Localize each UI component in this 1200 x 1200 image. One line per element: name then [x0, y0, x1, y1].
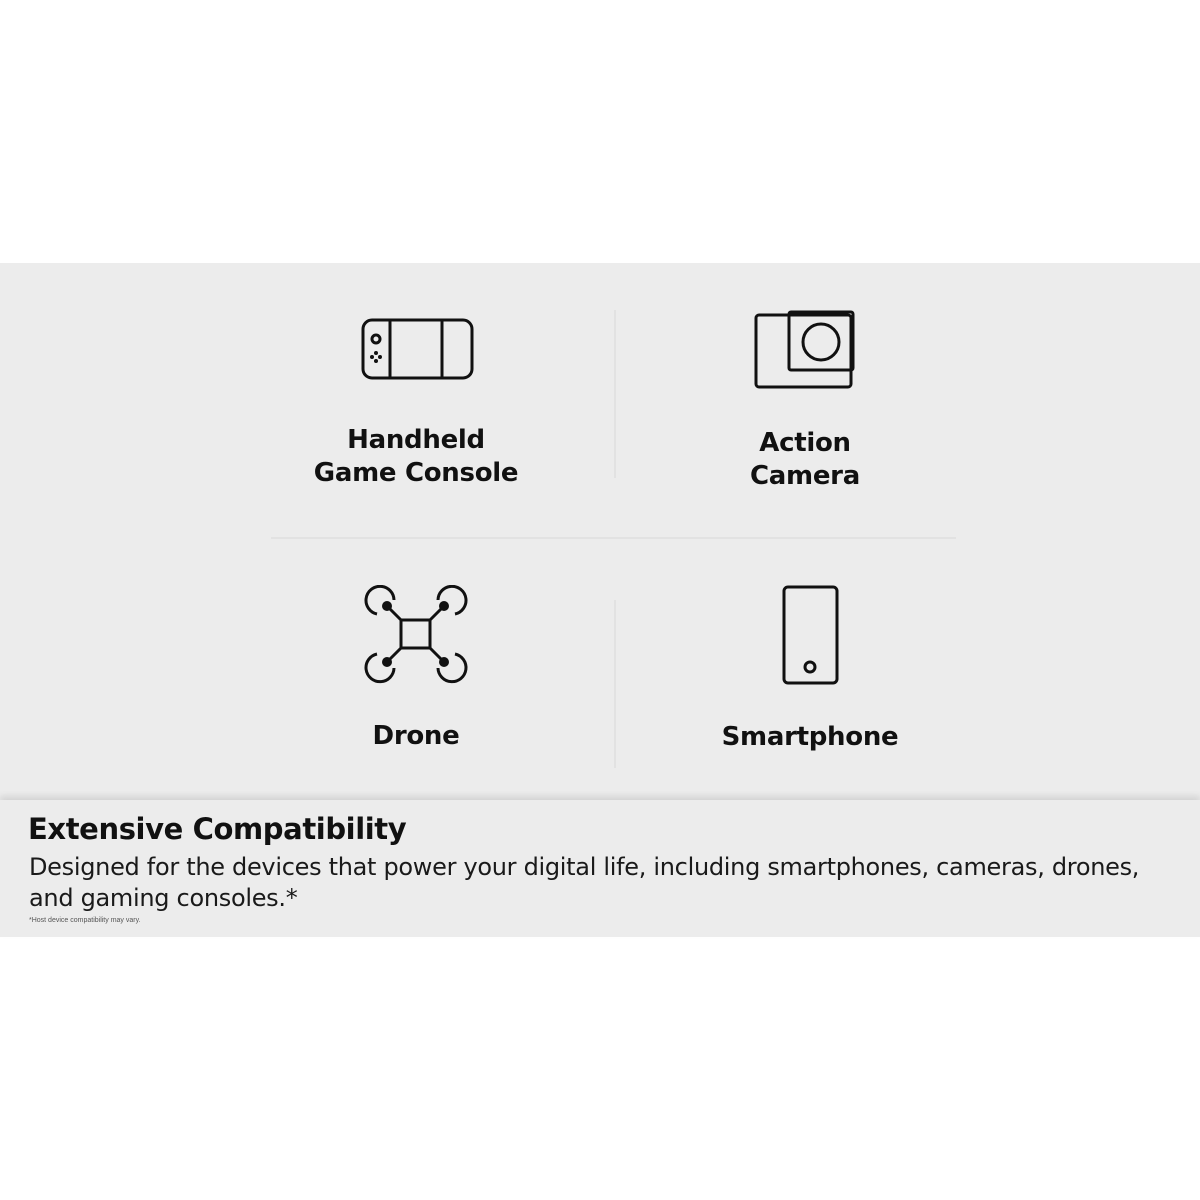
game-console-icon [266, 310, 566, 390]
caption-footnote: *Host device compatibility may vary. [29, 917, 141, 924]
device-tile-smartphone [660, 582, 960, 782]
divider-vertical-bottom [614, 600, 616, 768]
caption-title: Extensive Compatibility [28, 812, 407, 846]
device-tile-game-console [266, 310, 566, 510]
drone-icon [266, 585, 566, 685]
device-label-drone: Drone [372, 721, 460, 751]
caption-body: Designed for the devices that power your digital life, including smartphones, cameras, drones, and gaming consoles.* [29, 853, 1140, 912]
device-label-action-camera: Action Camera [750, 428, 860, 491]
smartphone-icon [660, 582, 960, 692]
device-label-smartphone: Smartphone [721, 722, 899, 752]
device-tile-drone [266, 585, 566, 785]
device-label-game-console: Handheld Game Console [313, 425, 519, 488]
divider-vertical-top [614, 310, 616, 478]
device-tile-action-camera [655, 305, 955, 505]
action-camera-icon [655, 305, 955, 395]
divider-horizontal [271, 537, 956, 539]
